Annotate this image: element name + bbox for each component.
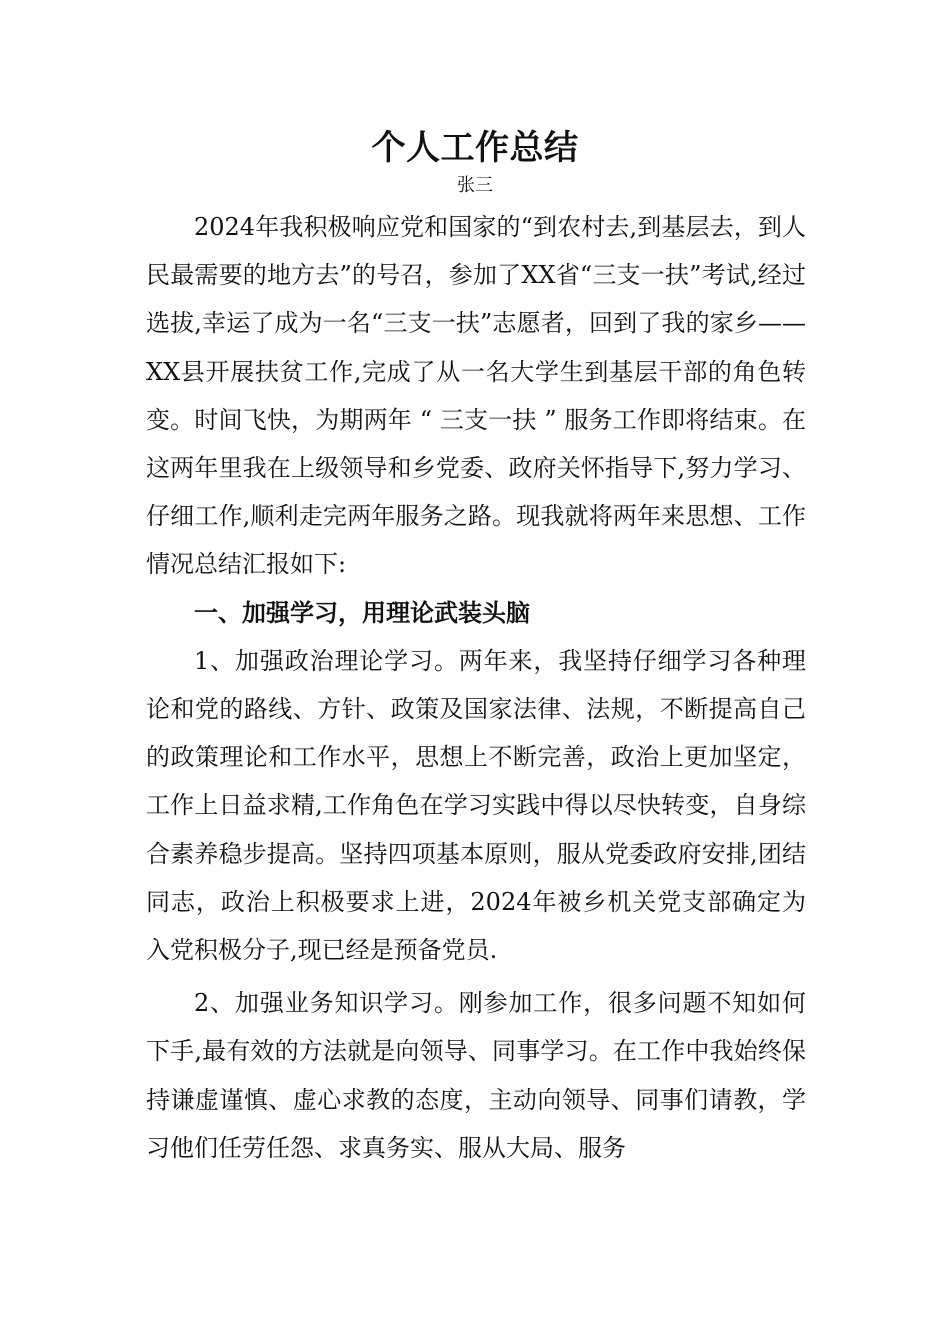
paragraph-business-study: 2、加强业务知识学习。刚参加工作，很多问题不知如何下手,最有效的方法就是向领导、同事学习。在工作中我始终保持谦虚谨慎、虚心求教的态度，主动向领导、同事们请教，学习他们任劳任怨、求真务实、服从大局、服务 [146, 989, 806, 1162]
document-title: 个人工作总结 [371, 128, 579, 168]
paragraph-political-study: 1、加强政治理论学习。两年来，我坚持仔细学习各种理论和党的路线、方针、政策及国家法律、法规，不断提高自己的政策理论和工作水平，思想上不断完善，政治上更加坚定，工作上日益求精,工作角色在学习实践中得以尽快转变，自身综合素养稳步提高。坚持四项基本原则，服从党委政府安排,团结同志，政治上积极要求上进，2024年被乡机关党支部确定为入党积极分子,现已经是预备党员. [146, 646, 806, 965]
section-heading: 一、加强学习，用理论武装头脑 [194, 597, 530, 627]
intro-paragraph: 2024年我积极响应党和国家的“到农村去,到基层去，到人民最需要的地方去”的号召，参加了XX省“三支一扶”考试,经过选拔,幸运了成为一名“三支一扶”志愿者，回到了我的家乡——XX县开展扶贫工作,完成了从一名大学生到基层干部的角色转变。时间飞快，为期两年 “ 三支一扶 ” 服务工作即将结束。在这两年里我在上级领导和乡党委、政府关怀指导下,努力学习、仔细工作,顺利走完两年服务之路。现我就将两年来思想、工作情况总结汇报如下: [146, 213, 806, 579]
document-body [146, 203, 806, 1172]
document-author: 张三 [457, 175, 493, 196]
